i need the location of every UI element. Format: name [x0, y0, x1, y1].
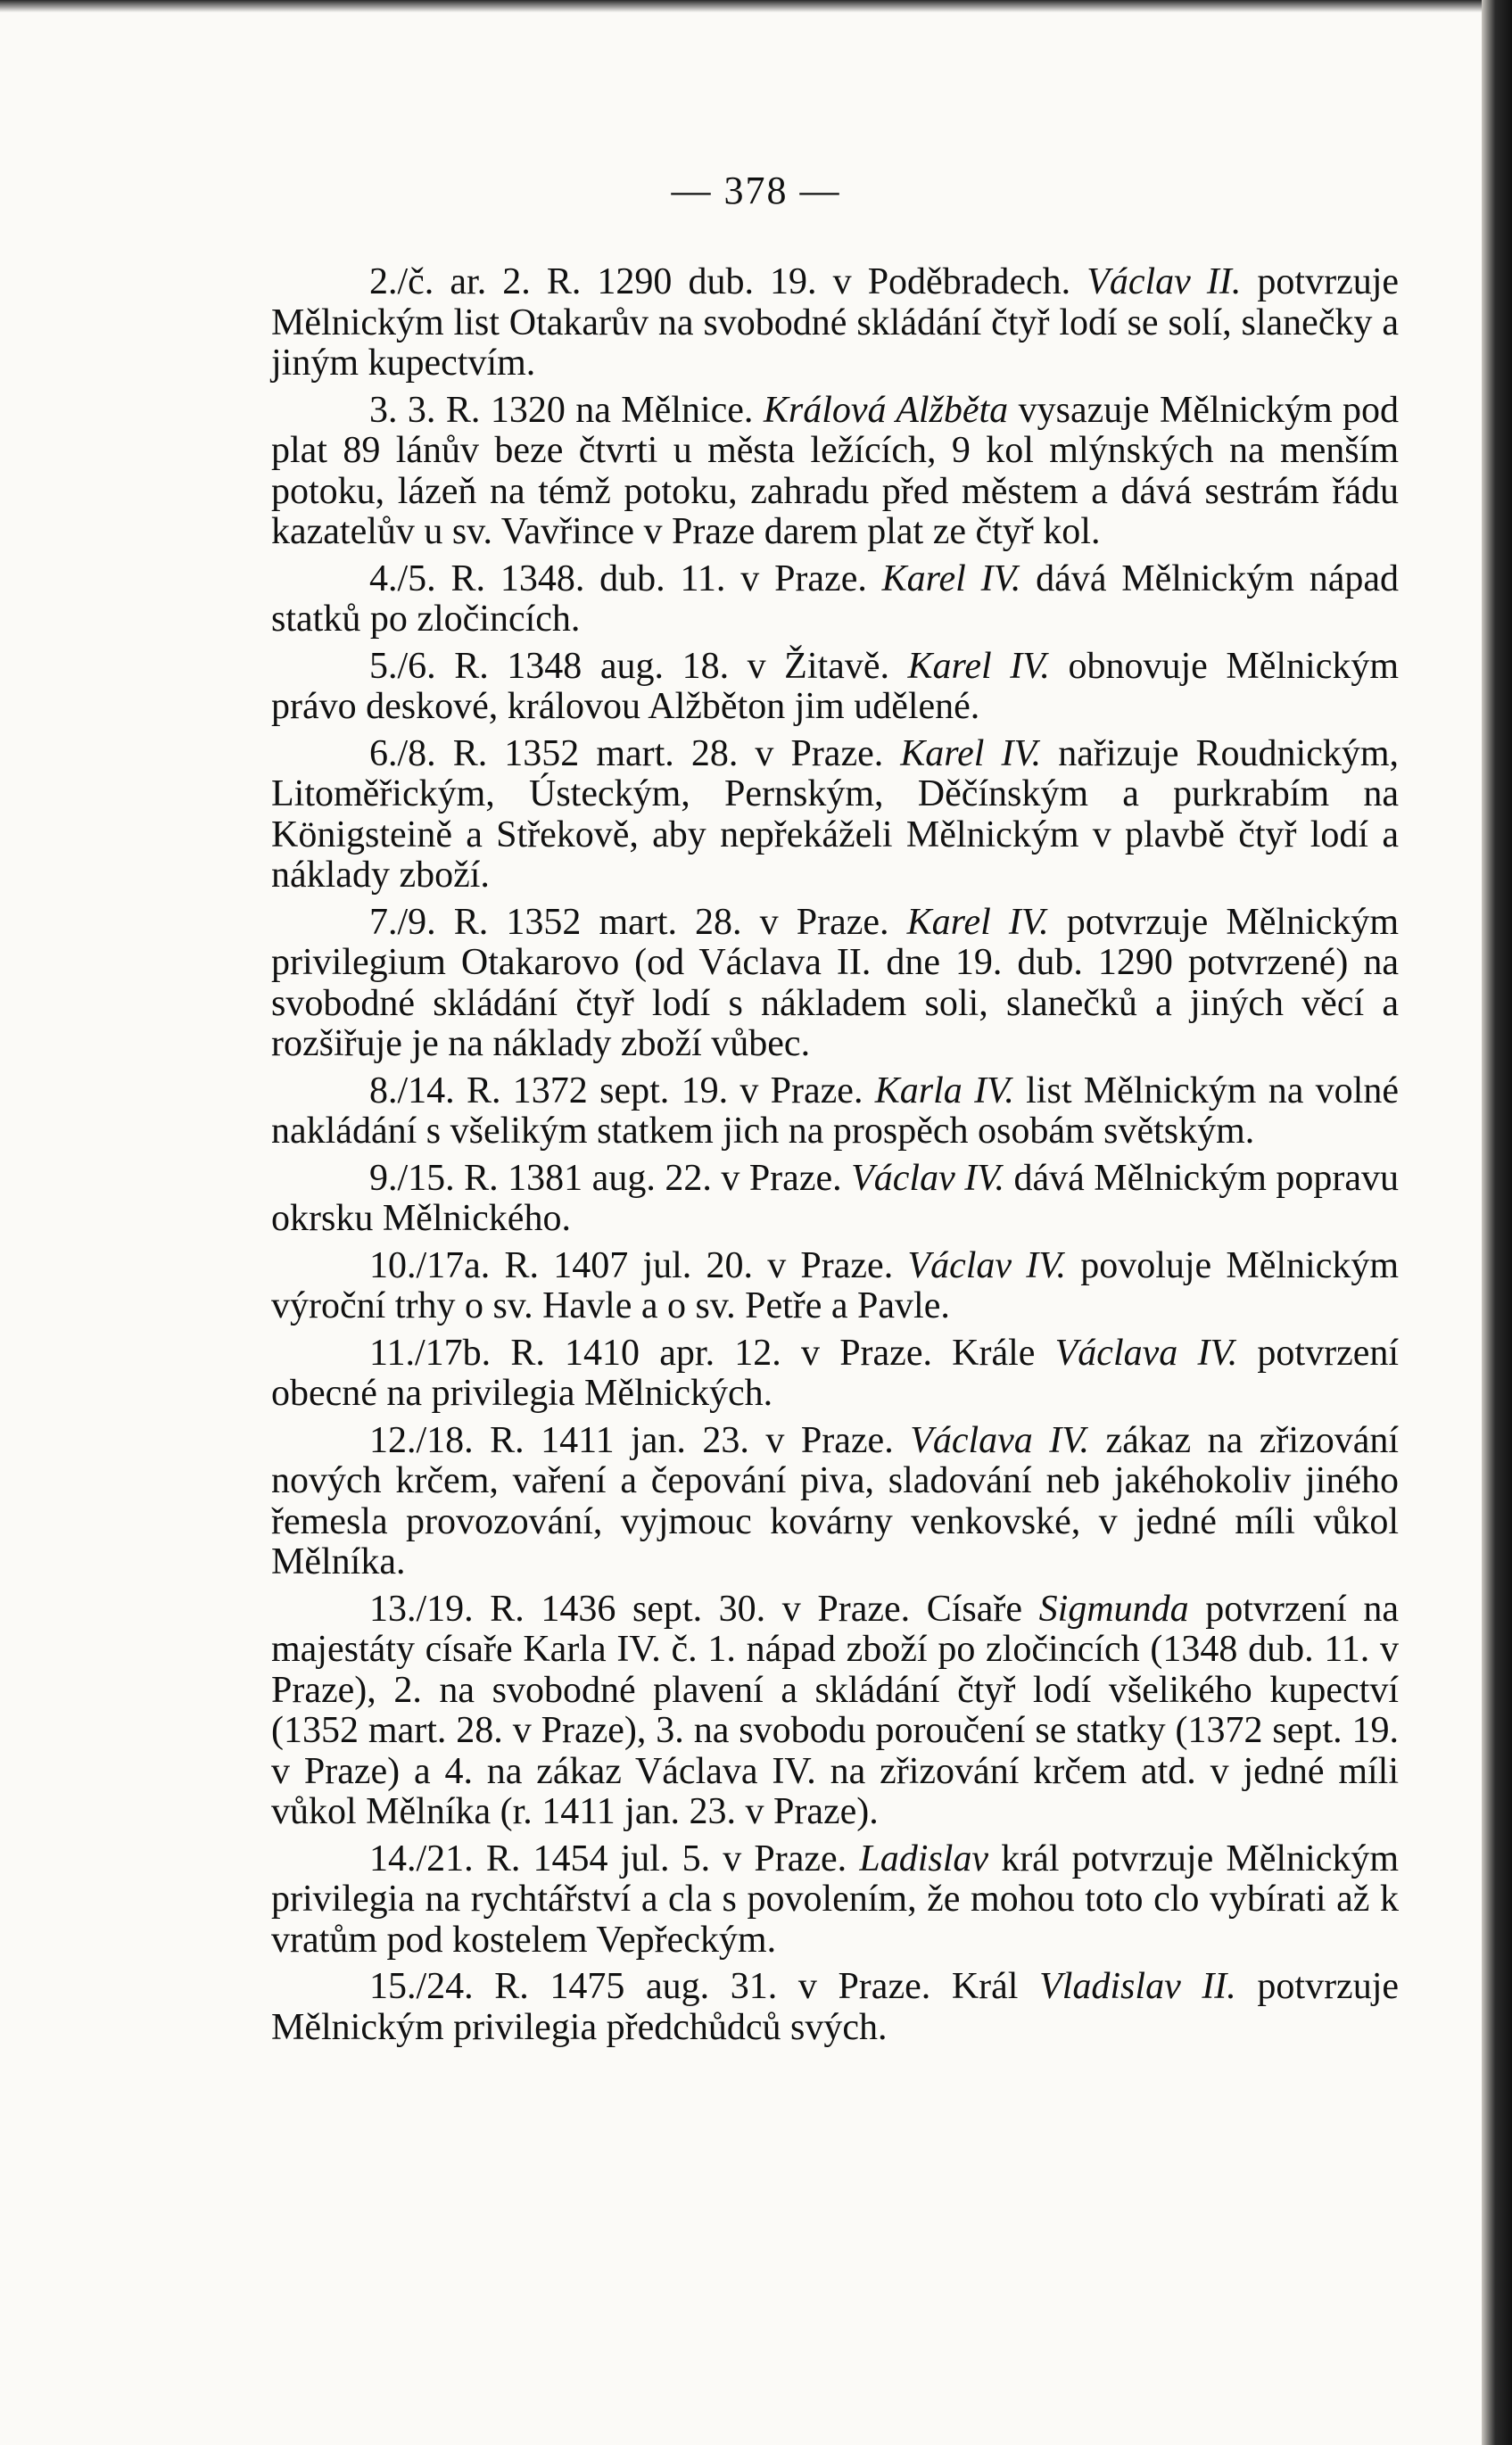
list-item	[271, 1246, 1399, 1327]
entry-date: R. 1407 jul. 20. v Praze.	[504, 1244, 894, 1286]
list-item	[271, 559, 1399, 640]
entry-text: obnovuje Mělnickým právo deskové, královou Alžběton jim udělené.	[271, 645, 1400, 727]
entry-ruler: Karel IV.	[900, 732, 1042, 774]
entry-number: 12./18.	[369, 1419, 474, 1461]
entry-text: vysazuje Mělnickým pod plat 89 lánův beze čtvrti u města ležících, 9 kol mlýnských na menším potoku, lázeň na témž potoku, zahradu před městem a dává sestrám řádu kazatelův u sv. Vavřince v Praze darem plat ze čtyř kol.	[271, 389, 1400, 552]
entry-ruler: Karel IV.	[881, 558, 1021, 599]
entry-ruler: Václava IV.	[1054, 1332, 1238, 1374]
entry-number: 5./6.	[369, 645, 436, 687]
entry-number: 8./14.	[369, 1070, 455, 1111]
entry-text: dává Mělnickým nápad statků po zločincích.	[271, 558, 1400, 640]
entry-number: 7./9.	[369, 901, 436, 943]
entry-date: R. 1320 na Mělnice.	[445, 389, 754, 431]
entry-ruler: Václav IV.	[851, 1157, 1004, 1199]
page-edge-shadow-right	[1482, 0, 1512, 2445]
list-item	[271, 1590, 1399, 1833]
entry-ruler: Václav II.	[1086, 261, 1242, 302]
entry-number: 14./21.	[369, 1838, 474, 1879]
page-edge-shadow-top	[0, 0, 1512, 12]
entry-date: R. 1411 jan. 23. v Praze.	[490, 1419, 894, 1461]
entry-date: R. 1348 aug. 18. v Žitavě.	[454, 645, 889, 687]
document-body	[271, 262, 1399, 2054]
entry-ruler: Karel IV.	[906, 901, 1049, 943]
entry-number: 13./19.	[369, 1588, 474, 1630]
entry-text: nařizuje Roudnickým, Litoměřickým, Ústeckým, Pernským, Děčínským a purkrabím na Königsteině a Střekově, aby nepřekáželi Mělnickým v plavbě čtyř lodí a náklady zboží.	[271, 732, 1400, 896]
entry-number: 15./24.	[369, 1966, 474, 2007]
entry-date: R. 1352 mart. 28. v Praze.	[452, 732, 884, 774]
entry-ruler: Vladislav II.	[1039, 1966, 1236, 2007]
entry-text: potvrzení obecné na privilegia Mělnických.	[271, 1332, 1400, 1414]
list-item	[271, 1839, 1399, 1962]
entry-ruler: Václav IV.	[907, 1244, 1066, 1286]
entry-number: 6./8.	[369, 732, 436, 774]
list-item	[271, 1071, 1399, 1152]
list-item	[271, 1421, 1399, 1583]
list-item	[271, 262, 1399, 384]
entry-number: 4./5.	[369, 558, 436, 599]
entry-date: R. 1436 sept. 30. v Praze. Císaře	[490, 1588, 1022, 1630]
entry-text: povoluje Mělnickým výroční trhy o sv. Havle a o sv. Petře a Pavle.	[271, 1244, 1400, 1326]
entry-date: R. 1454 jul. 5. v Praze.	[485, 1838, 847, 1879]
list-item	[271, 734, 1399, 896]
entry-text: potvrzuje Mělnickým list Otakarův na svobodné skládání čtyř lodí se solí, slanečky a jiným kupectvím.	[271, 261, 1400, 384]
entry-number: 9./15.	[369, 1157, 455, 1199]
entry-date: R. 1290 dub. 19. v Poděbradech.	[546, 261, 1071, 302]
entry-text: potvrzuje Mělnickým privilegium Otakarovo (od Václava II. dne 19. dub. 1290 potvrzené) na svobodné skládání čtyř lodí s nákladem soli, slanečků a jiných věcí a rozšiřuje je na náklady zboží vůbec.	[271, 901, 1400, 1064]
entry-date: R. 1352 mart. 28. v Praze.	[453, 901, 889, 943]
entry-ruler: Václava IV.	[910, 1419, 1090, 1461]
list-item	[271, 1159, 1399, 1240]
list-item	[271, 391, 1399, 553]
entry-number: 11./17b.	[369, 1332, 492, 1374]
entry-number: 10./17a.	[369, 1244, 491, 1286]
entry-date: R. 1475 aug. 31. v Praze. Král	[494, 1966, 1019, 2007]
entry-ruler: Ladislav	[859, 1838, 989, 1879]
entry-ruler: Karel IV.	[907, 645, 1050, 687]
entry-text: potvrzení na majestáty císaře Karla IV. č. 1. nápad zboží po zločincích (1348 dub. 11. v Praze), 2. na svobodné plavení a skládání čtyř lodí všelikého kupectví (1352 mart. 28. v Praze), 3. na svobodu poroučení se statky (1372 sept. 19. v Praze) a 4. na zákaz Václava IV. na zřizování krčem atd. v jedné míli vůkol Mělníka (r. 1411 jan. 23. v Praze).	[271, 1588, 1400, 1832]
entry-ruler: Králová Alžběta	[763, 389, 1009, 431]
entry-date: R. 1410 apr. 12. v Praze. Krále	[510, 1332, 1036, 1374]
entry-text: list Mělnickým na volné nakládání s všelikým statkem jich na prospěch osobám světským.	[271, 1070, 1399, 1152]
page-number: — 378 —	[671, 169, 841, 212]
entry-date: R. 1381 aug. 22. v Praze.	[464, 1157, 842, 1199]
entry-text: zákaz na zřizování nových krčem, vaření a čepování piva, sladování neb jakéhokoliv jiného řemesla provozování, vyjmouc kovárny venkovské, v jedné míli vůkol Mělníka.	[271, 1419, 1399, 1582]
list-item	[271, 903, 1399, 1065]
entry-ruler: Sigmunda	[1038, 1588, 1189, 1630]
entry-number: 2./č. ar. 2.	[369, 261, 531, 302]
entry-date: R. 1372 sept. 19. v Praze.	[466, 1070, 863, 1111]
entry-number: 3. 3.	[369, 389, 436, 431]
list-item	[271, 1334, 1399, 1415]
list-item	[271, 647, 1399, 728]
entry-date: R. 1348. dub. 11. v Praze.	[450, 558, 867, 599]
entry-text: král potvrzuje Mělnickým privilegia na rychtářství a cla s povolením, že mohou toto clo vybírati až k vratům pod kostelem Vepřeckým.	[271, 1838, 1400, 1961]
list-item	[271, 1967, 1399, 2048]
entry-text: dává Mělnickým popravu okrsku Mělnického.	[271, 1157, 1399, 1239]
entry-text: potvrzuje Mělnickým privilegia předchůdců svých.	[271, 1966, 1400, 2048]
entry-ruler: Karla IV.	[874, 1070, 1014, 1111]
